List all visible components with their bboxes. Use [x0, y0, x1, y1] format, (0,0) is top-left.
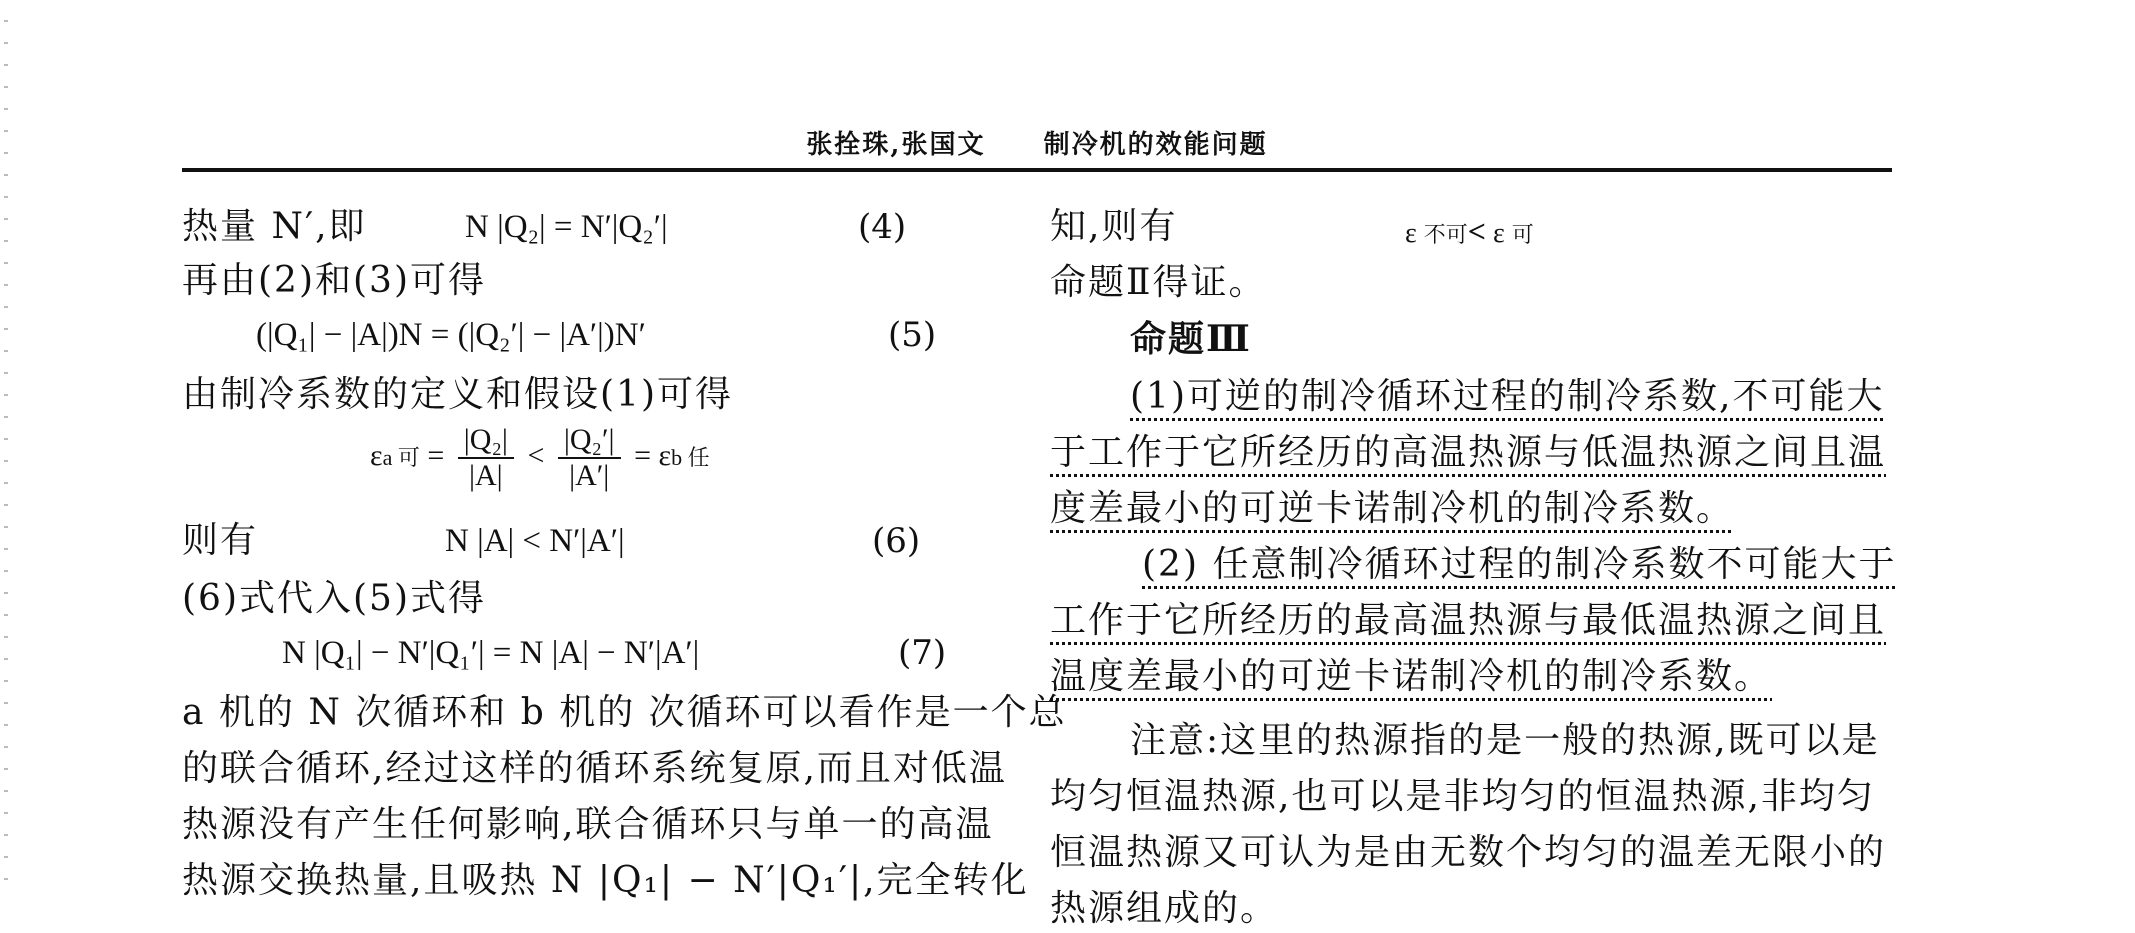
epsilon-b: ε: [658, 438, 672, 472]
equation-5: (|Q₁| − |A|)N = (|Q₂′| − |A′|)N′: [256, 317, 646, 353]
proposition-3-part-2-line-2: 工作于它所经历的最高温热源与最低温热源之间且: [1050, 600, 1887, 641]
left-line-6: 则有: [182, 520, 259, 561]
epsilon-a: ε: [370, 438, 383, 472]
left-line-1-text: 热量 N′,即: [182, 206, 367, 247]
note-line-2: 均匀恒温热源,也可以是非均匀的恒温热源,非均匀: [1050, 776, 1875, 817]
equation-4: N |Q₂| = N′|Q₂′|: [465, 209, 668, 245]
proposition-3-part-1-line-1: (1)可逆的制冷循环过程的制冷系数,不可能大: [1130, 376, 1885, 417]
note-line-4: 热源组成的。: [1050, 888, 1279, 929]
fraction-1-numerator: |Q₂|: [458, 423, 514, 459]
left-line-7: (6)式代入(5)式得: [182, 578, 486, 619]
left-para-line-1: a 机的 N 次循环和 b 机的 次循环可以看作是一个总: [182, 692, 1067, 733]
left-line-2: 再由(2)和(3)可得: [182, 260, 486, 301]
left-line-4: 由制冷系数的定义和假设(1)可得: [182, 374, 733, 415]
proposition-3-part-2-line-1: (2) 任意制冷循环过程的制冷系数不可能大于: [1142, 544, 1897, 585]
epsilon-comparison: [1405, 207, 1534, 259]
less-than-sign: <: [1467, 213, 1487, 249]
running-header: [182, 124, 1892, 161]
inequality-epsilon: εa 可 = $\frac{\text{|Q₂|}}{|A|}$ < $\frac{\text{|Q₂′|}}{|A'|}$ = εb 任: [370, 423, 710, 492]
left-para-line-3: 热源没有产生任何影响,联合循环只与单一的高温: [182, 804, 994, 845]
equation-5-number: (5): [888, 315, 937, 355]
header-title: 制冷机的效能问题: [1043, 130, 1268, 160]
right-line-1: 知,则有: [1050, 206, 1178, 247]
fraction-2-numerator: |Q₂′|: [558, 423, 621, 459]
fraction-2: [558, 423, 621, 493]
proposition-3-part-1-line-2: 于工作于它所经历的高温热源与低温热源之间且温: [1050, 432, 1887, 473]
epsilon-reversible-subscript: 可: [1511, 222, 1534, 247]
scan-margin-marks: [4, 20, 8, 880]
note-line-3: 恒温热源又可认为是由无数个均匀的温差无限小的: [1050, 832, 1887, 873]
equation-7-number: (7): [898, 633, 947, 673]
epsilon-irreversible-subscript: 不可: [1423, 222, 1468, 247]
epsilon-a-subscript: a 可: [382, 444, 420, 470]
header-rule: [182, 168, 1892, 172]
equation-6: N |A| < N′|A′|: [445, 523, 625, 559]
epsilon-irreversible: ε: [1405, 218, 1417, 249]
proposition-3-part-2-line-3: 温度差最小的可逆卡诺制冷机的制冷系数。: [1050, 656, 1773, 697]
fraction-1: [458, 423, 514, 493]
equation-4-number: (4): [858, 207, 907, 247]
proposition-3-heading: 命题Ⅲ: [1130, 318, 1252, 360]
note-line-1: 注意:这里的热源指的是一般的热源,既可以是: [1130, 720, 1880, 761]
left-line-1: [182, 203, 367, 251]
fraction-1-denominator: |A|: [469, 459, 503, 492]
left-para-line-2: 的联合循环,经过这样的循环系统复原,而且对低温: [182, 748, 1007, 789]
proposition-3-part-1-line-3: 度差最小的可逆卡诺制冷机的制冷系数。: [1050, 488, 1735, 529]
equation-6-number: (6): [872, 521, 921, 561]
equation-7: N |Q₁| − N′|Q₁′| = N |A| − N′|A′|: [282, 635, 700, 671]
left-para-line-4: 热源交换热量,且吸热 N |Q₁| − N′|Q₁′|,完全转化: [182, 860, 1029, 901]
fraction-2-denominator: |A′|: [569, 459, 610, 492]
header-authors: 张拴珠,张国文: [806, 130, 986, 160]
epsilon-b-subscript: b 任: [671, 444, 710, 470]
proposition-2-proved: 命题Ⅱ得证。: [1050, 262, 1267, 303]
epsilon-reversible: ε: [1493, 218, 1505, 249]
